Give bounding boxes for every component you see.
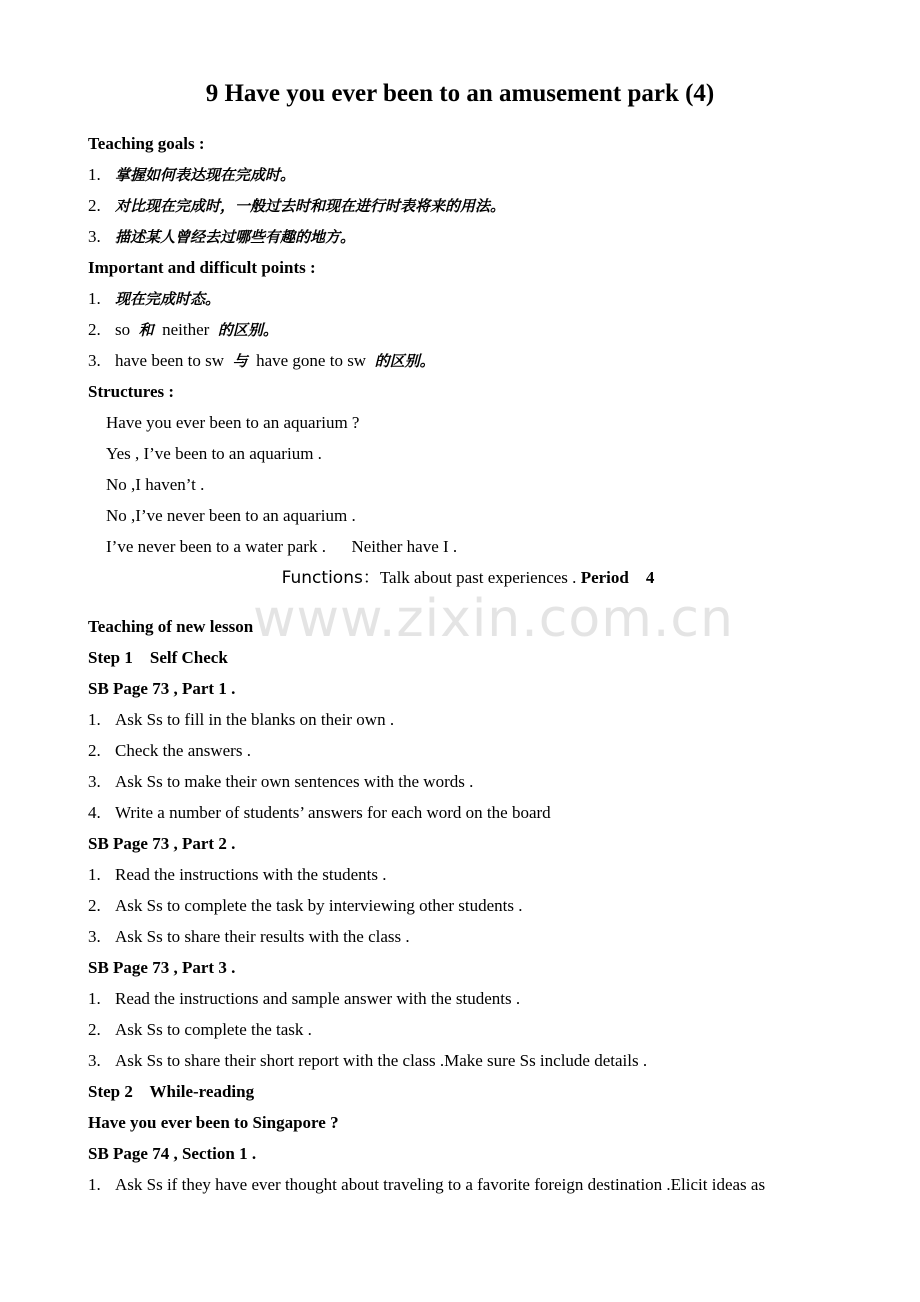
important-point-item: 3. have been to sw 与 have gone to sw 的区别。	[88, 351, 435, 370]
important-points-heading: Important and difficult points :	[88, 258, 316, 277]
list-item: 1. Ask Ss if they have ever thought about traveling to a favorite foreign destination .Elicit ideas as	[88, 1175, 766, 1194]
list-item: 3. Ask Ss to share their results with the class .	[88, 927, 410, 946]
document-page	[88, 76, 848, 1200]
list-item: 1. Read the instructions and sample answer with the students .	[88, 989, 521, 1008]
watermark: www.zixin.com.cn	[253, 589, 734, 649]
structure-line: Yes , I’ve been to an aquarium .	[106, 444, 322, 463]
teaching-goal-item: 1. 掌握如何表达现在完成时。	[88, 165, 296, 184]
singapore-heading: Have you ever been to Singapore ?	[88, 1113, 339, 1132]
step2-heading: Step 2 While-reading	[88, 1082, 255, 1101]
step1-heading: Step 1 Self Check	[88, 648, 228, 667]
teaching-goal-item: 2. 对比现在完成时，一般过去时和现在进行时表将来的用法。	[88, 196, 506, 215]
important-point-item: 2. so 和 neither 的区别。	[88, 320, 278, 339]
teaching-goal-item: 3. 描述某人曾经去过哪些有趣的地方。	[88, 227, 356, 246]
spacer	[88, 593, 848, 611]
structure-line: Have you ever been to an aquarium ?	[106, 413, 360, 432]
section1-heading: SB Page 74 , Section 1 .	[88, 1144, 257, 1163]
teaching-goals-heading: Teaching goals :	[88, 134, 205, 153]
teaching-new-lesson-heading: Teaching of new lesson	[88, 617, 254, 636]
part1-heading: SB Page 73 , Part 1 .	[88, 679, 236, 698]
list-item: 1. Ask Ss to fill in the blanks on their own .	[88, 710, 395, 729]
functions-line: Functions：Talk about past experiences . Period 4	[281, 568, 655, 588]
structures-heading: Structures :	[88, 382, 175, 401]
important-point-item: 1. 现在完成时态。	[88, 289, 221, 308]
part2-heading: SB Page 73 , Part 2 .	[88, 834, 236, 853]
list-item: 1. Read the instructions with the students .	[88, 865, 387, 884]
list-item: 3. Ask Ss to make their own sentences with the words .	[88, 772, 474, 791]
list-item: 2. Ask Ss to complete the task .	[88, 1020, 312, 1039]
structure-line: No ,I haven’t .	[106, 475, 205, 494]
document-title: 9 Have you ever been to an amusement park (4)	[205, 80, 715, 107]
part3-heading: SB Page 73 , Part 3 .	[88, 958, 236, 977]
structure-line: I’ve never been to a water park . Neither have I .	[106, 537, 458, 556]
list-item: 3. Ask Ss to share their short report with the class .Make sure Ss include details .	[88, 1051, 648, 1070]
structure-line: No ,I’ve never been to an aquarium .	[106, 506, 356, 525]
list-item: 2. Ask Ss to complete the task by interviewing other students .	[88, 896, 523, 915]
list-item: 2. Check the answers .	[88, 741, 251, 760]
list-item: 4. Write a number of students’ answers for each word on the board	[88, 803, 551, 822]
